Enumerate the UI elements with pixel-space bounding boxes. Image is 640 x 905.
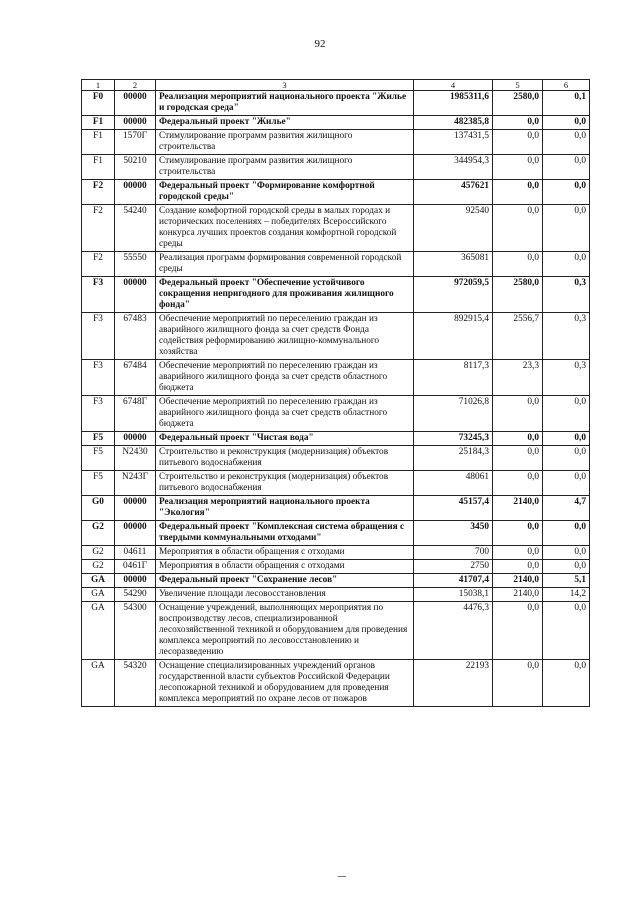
percent-cell: 0,0	[543, 560, 590, 574]
percent-cell: 0,0	[543, 252, 590, 277]
executed-cell: 0,0	[493, 252, 543, 277]
executed-cell: 0,0	[493, 396, 543, 432]
amount-cell: 22193	[414, 660, 493, 707]
percent-cell: 14,2	[543, 588, 590, 602]
amount-cell: 700	[414, 546, 493, 560]
section-code-cell: F2	[82, 252, 115, 277]
percent-cell: 0,0	[543, 155, 590, 180]
description-cell: Реализация мероприятий национального проекта "Жилье и городская среда"	[156, 91, 414, 116]
amount-cell: 92540	[414, 205, 493, 252]
description-cell: Создание комфортной городской среды в малых городах и исторических поселениях – победителях Всероссийского конкурса лучших проектов создания комфортной городской среды	[156, 205, 414, 252]
description-cell: Реализация мероприятий национального проекта "Экология"	[156, 496, 414, 521]
table-row	[82, 116, 590, 130]
section-code-cell: F2	[82, 180, 115, 205]
section-code-cell: GA	[82, 602, 115, 660]
section-code-cell: F1	[82, 155, 115, 180]
executed-cell: 0,0	[493, 560, 543, 574]
description-cell: Федеральный проект "Чистая вода"	[156, 432, 414, 446]
executed-cell: 0,0	[493, 446, 543, 471]
percent-cell: 0,0	[543, 471, 590, 496]
percent-cell: 0,0	[543, 180, 590, 205]
amount-cell: 73245,3	[414, 432, 493, 446]
percent-cell: 0,3	[543, 277, 590, 313]
item-code-cell: 54240	[115, 205, 156, 252]
executed-cell: 2556,7	[493, 313, 543, 360]
table-row	[82, 546, 590, 560]
percent-cell: 0,0	[543, 602, 590, 660]
column-header: 2	[115, 80, 156, 91]
item-code-cell: 67484	[115, 360, 156, 396]
amount-cell: 45157,4	[414, 496, 493, 521]
item-code-cell: 00000	[115, 91, 156, 116]
description-cell: Обеспечение мероприятий по переселению граждан из аварийного жилищного фонда за счет средств Фонда содействия реформированию жилищно-коммунального хозяйства	[156, 313, 414, 360]
item-code-cell: N243Г	[115, 471, 156, 496]
executed-cell: 0,0	[493, 471, 543, 496]
section-code-cell: G0	[82, 496, 115, 521]
executed-cell: 2580,0	[493, 277, 543, 313]
percent-cell: 0,1	[543, 91, 590, 116]
description-cell: Реализация программ формирования современной городской среды	[156, 252, 414, 277]
table-row	[82, 521, 590, 546]
table-row	[82, 360, 590, 396]
description-cell: Строительство и реконструкция (модернизация) объектов питьевого водоснабжения	[156, 446, 414, 471]
description-cell: Федеральный проект "Сохранение лесов"	[156, 574, 414, 588]
section-code-cell: F3	[82, 396, 115, 432]
section-code-cell: F5	[82, 432, 115, 446]
section-code-cell: G2	[82, 521, 115, 546]
executed-cell: 2140,0	[493, 574, 543, 588]
item-code-cell: 0461Г	[115, 560, 156, 574]
item-code-cell: 54290	[115, 588, 156, 602]
table-row	[82, 205, 590, 252]
section-code-cell: F1	[82, 130, 115, 155]
percent-cell: 0,0	[543, 130, 590, 155]
description-cell: Федеральный проект "Комплексная система обращения с твердыми коммунальными отходами"	[156, 521, 414, 546]
amount-cell: 482385,8	[414, 116, 493, 130]
amount-cell: 137431,5	[414, 130, 493, 155]
section-code-cell: G2	[82, 560, 115, 574]
table-row	[82, 432, 590, 446]
column-header: 3	[156, 80, 414, 91]
executed-cell: 2580,0	[493, 91, 543, 116]
table-row	[82, 660, 590, 707]
description-cell: Федеральный проект "Жилье"	[156, 116, 414, 130]
amount-cell: 41707,4	[414, 574, 493, 588]
section-code-cell: G2	[82, 546, 115, 560]
table-row	[82, 130, 590, 155]
table-row	[82, 313, 590, 360]
item-code-cell: 04611	[115, 546, 156, 560]
executed-cell: 0,0	[493, 180, 543, 205]
item-code-cell: 6748Г	[115, 396, 156, 432]
item-code-cell: 00000	[115, 521, 156, 546]
item-code-cell: 1570Г	[115, 130, 156, 155]
amount-cell: 365081	[414, 252, 493, 277]
section-code-cell: F0	[82, 91, 115, 116]
description-cell: Стимулирование программ развития жилищного строительства	[156, 155, 414, 180]
executed-cell: 0,0	[493, 602, 543, 660]
executed-cell: 0,0	[493, 660, 543, 707]
column-header: 1	[82, 80, 115, 91]
amount-cell: 344954,3	[414, 155, 493, 180]
footer-mark	[338, 876, 346, 877]
table-row	[82, 496, 590, 521]
item-code-cell: 00000	[115, 180, 156, 205]
item-code-cell: 00000	[115, 496, 156, 521]
percent-cell: 4,7	[543, 496, 590, 521]
executed-cell: 2140,0	[493, 588, 543, 602]
amount-cell: 15038,1	[414, 588, 493, 602]
item-code-cell: 67483	[115, 313, 156, 360]
percent-cell: 0,0	[543, 546, 590, 560]
table-row	[82, 446, 590, 471]
description-cell: Оснащение специализированных учреждений органов государственной власти субъектов Российской Федерации лесопожарной техникой и оборудованием для проведения комплекса мероприятий по охране лесов от пожаров	[156, 660, 414, 707]
amount-cell: 2750	[414, 560, 493, 574]
item-code-cell: 00000	[115, 432, 156, 446]
item-code-cell: 00000	[115, 116, 156, 130]
amount-cell: 892915,4	[414, 313, 493, 360]
description-cell: Мероприятия в области обращения с отходами	[156, 546, 414, 560]
amount-cell: 8117,3	[414, 360, 493, 396]
table-body	[82, 91, 590, 707]
section-code-cell: F5	[82, 446, 115, 471]
column-header: 5	[493, 80, 543, 91]
section-code-cell: F2	[82, 205, 115, 252]
executed-cell: 0,0	[493, 155, 543, 180]
page-number: 92	[314, 38, 326, 50]
section-code-cell: GA	[82, 574, 115, 588]
section-code-cell: F3	[82, 313, 115, 360]
item-code-cell: 54320	[115, 660, 156, 707]
description-cell: Мероприятия в области обращения с отходами	[156, 560, 414, 574]
section-code-cell: F1	[82, 116, 115, 130]
budget-table	[81, 79, 590, 707]
description-cell: Увеличение площади лесовосстановления	[156, 588, 414, 602]
item-code-cell: N2430	[115, 446, 156, 471]
table-row	[82, 602, 590, 660]
table-row	[82, 91, 590, 116]
percent-cell: 0,0	[543, 660, 590, 707]
amount-cell: 48061	[414, 471, 493, 496]
percent-cell: 0,0	[543, 396, 590, 432]
amount-cell: 71026,8	[414, 396, 493, 432]
table-row	[82, 155, 590, 180]
description-cell: Оснащение учреждений, выполняющих мероприятия по воспроизводству лесов, специализированной лесохозяйственной техникой и оборудованием для проведения комплекса мероприятий по лесовосстановлению и лесоразведению	[156, 602, 414, 660]
description-cell: Федеральный проект "Обеспечение устойчивого сокращения непригодного для проживания жилищного фонда"	[156, 277, 414, 313]
item-code-cell: 54300	[115, 602, 156, 660]
table-row	[82, 180, 590, 205]
description-cell: Стимулирование программ развития жилищного строительства	[156, 130, 414, 155]
percent-cell: 0,0	[543, 432, 590, 446]
amount-cell: 1985311,6	[414, 91, 493, 116]
percent-cell: 0,0	[543, 116, 590, 130]
executed-cell: 0,0	[493, 521, 543, 546]
table-row	[82, 252, 590, 277]
section-code-cell: F5	[82, 471, 115, 496]
executed-cell: 0,0	[493, 130, 543, 155]
description-cell: Строительство и реконструкция (модернизация) объектов питьевого водоснабжения	[156, 471, 414, 496]
section-code-cell: F3	[82, 277, 115, 313]
item-code-cell: 00000	[115, 277, 156, 313]
table-row	[82, 574, 590, 588]
percent-cell: 0,0	[543, 205, 590, 252]
table-row	[82, 277, 590, 313]
executed-cell: 0,0	[493, 205, 543, 252]
executed-cell: 2140,0	[493, 496, 543, 521]
item-code-cell: 50210	[115, 155, 156, 180]
percent-cell: 5,1	[543, 574, 590, 588]
executed-cell: 23,3	[493, 360, 543, 396]
executed-cell: 0,0	[493, 546, 543, 560]
percent-cell: 0,3	[543, 313, 590, 360]
description-cell: Федеральный проект "Формирование комфортной городской среды"	[156, 180, 414, 205]
section-code-cell: F3	[82, 360, 115, 396]
amount-cell: 457621	[414, 180, 493, 205]
item-code-cell: 55550	[115, 252, 156, 277]
column-header: 6	[543, 80, 590, 91]
executed-cell: 0,0	[493, 116, 543, 130]
description-cell: Обеспечение мероприятий по переселению граждан из аварийного жилищного фонда за счет средств областного бюджета	[156, 396, 414, 432]
percent-cell: 0,0	[543, 521, 590, 546]
executed-cell: 0,0	[493, 432, 543, 446]
amount-cell: 4476,3	[414, 602, 493, 660]
amount-cell: 972059,5	[414, 277, 493, 313]
column-header: 4	[414, 80, 493, 91]
header-row	[82, 80, 590, 91]
amount-cell: 25184,3	[414, 446, 493, 471]
section-code-cell: GA	[82, 588, 115, 602]
table-row	[82, 396, 590, 432]
section-code-cell: GA	[82, 660, 115, 707]
table-row	[82, 560, 590, 574]
item-code-cell: 00000	[115, 574, 156, 588]
table-row	[82, 588, 590, 602]
table-row	[82, 471, 590, 496]
percent-cell: 0,0	[543, 446, 590, 471]
amount-cell: 3450	[414, 521, 493, 546]
percent-cell: 0,3	[543, 360, 590, 396]
description-cell: Обеспечение мероприятий по переселению граждан из аварийного жилищного фонда за счет средств областного бюджета	[156, 360, 414, 396]
